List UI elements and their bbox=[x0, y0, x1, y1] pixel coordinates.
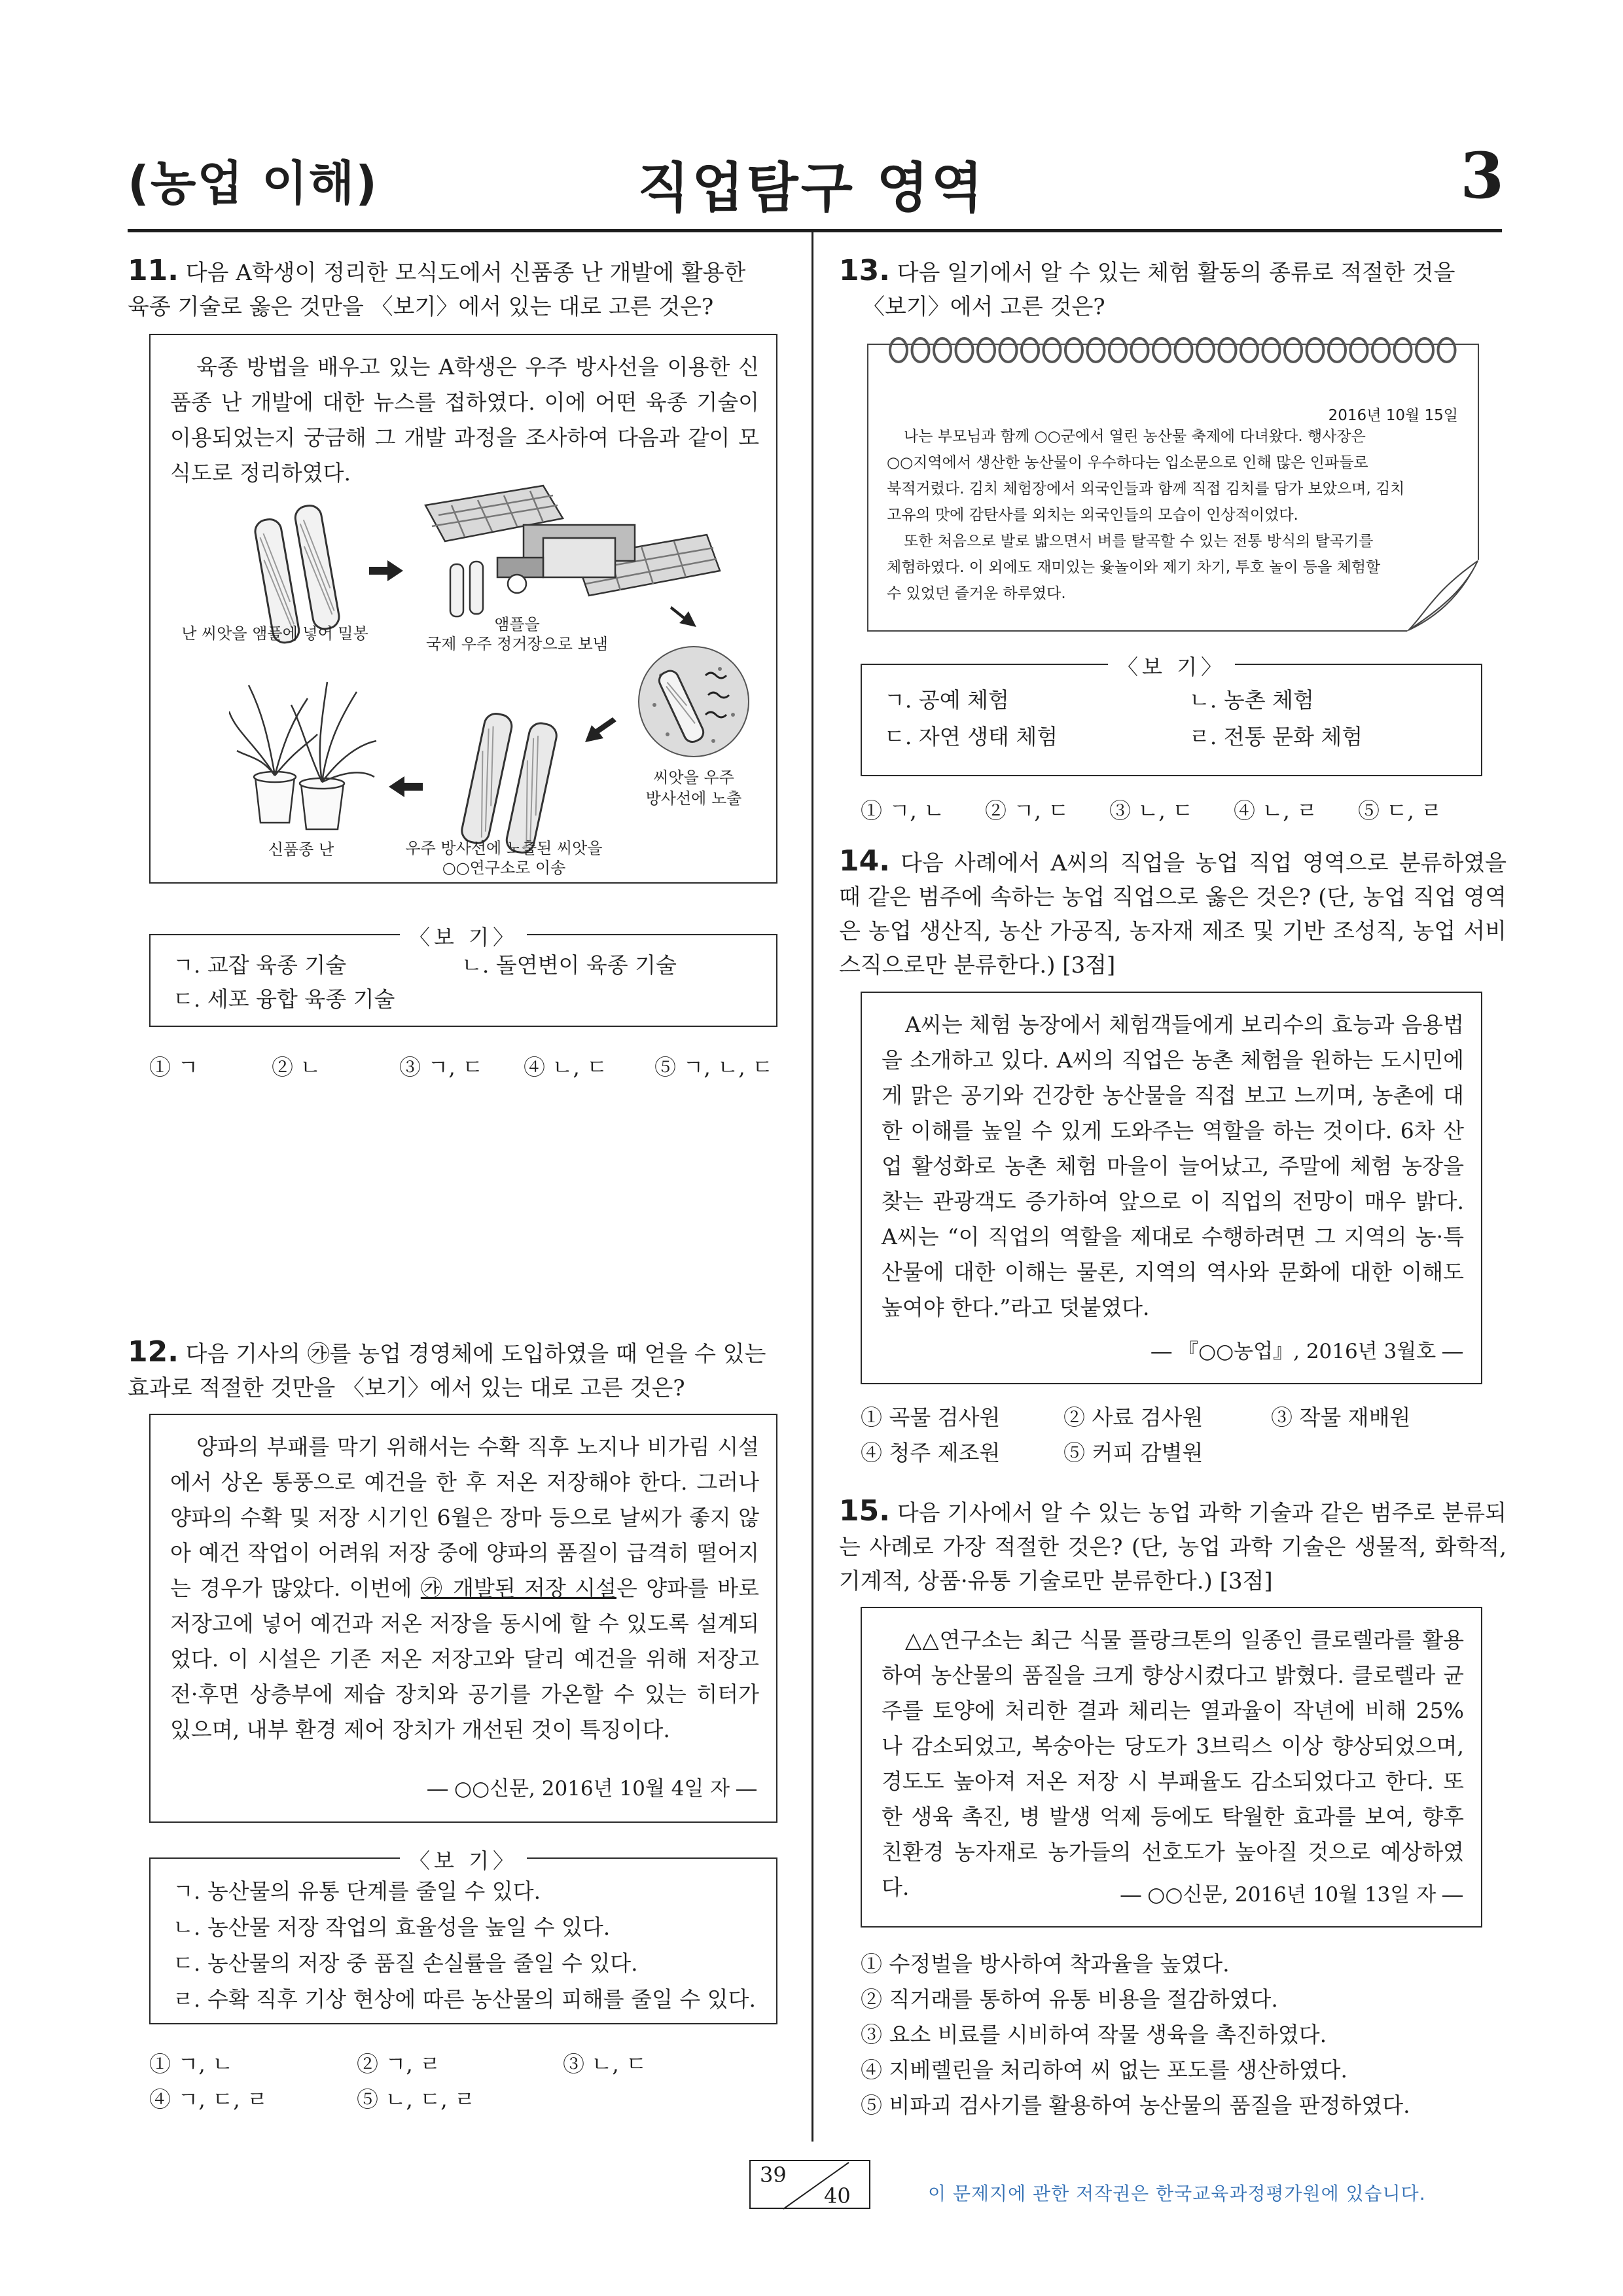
question-stem: 다음 사례에서 A씨의 직업을 농업 직업 영역으로 분류하였을 때 같은 범주에 속하는 농업 직업으로 옳은 것은? (단, 농업 직업 영역은 농업 생산직, 농산 가공직, 농자재 제조 및 기반 조성직, 농업 서비스직으로만 분류한다.) [3점] bbox=[839, 850, 1507, 978]
answer-choice[interactable]: ④ ㄴ, ㄷ bbox=[524, 1054, 608, 1080]
spiral-ring bbox=[1088, 338, 1105, 362]
article-box bbox=[149, 1414, 777, 1823]
arrow-right-icon bbox=[366, 558, 406, 584]
bogi-item: ㄱ. 교잡 육종 기술 bbox=[173, 952, 347, 978]
spiral-ring bbox=[1416, 338, 1433, 362]
spiral-ring bbox=[1241, 338, 1258, 362]
spiral-ring bbox=[1132, 338, 1149, 362]
answer-choice[interactable]: ① ㄱ, ㄴ bbox=[861, 798, 945, 823]
question-stem: 〈보기〉에서 고른 것은? bbox=[863, 294, 1105, 320]
caption-move-2: ○○연구소로 이송 bbox=[442, 859, 566, 877]
answer-choice[interactable]: ① ㄱ bbox=[149, 1054, 199, 1080]
question-stem: 다음 기사에서 알 수 있는 농업 과학 기술과 같은 범주로 분류되는 사례로 가장 적절한 것은? (단, 농업 과학 기술은 생물적, 화학적, 기계적, 상품·유통 기술로만 분류한다.) [3점] bbox=[839, 1500, 1507, 1594]
spiral-ring bbox=[912, 338, 929, 362]
column-divider bbox=[812, 230, 813, 2142]
question-12 bbox=[128, 1335, 789, 1405]
caption-seal: 난 씨앗을 앰플에 넣어 밀봉 bbox=[181, 624, 368, 643]
bogi-item: ㄱ. 농산물의 유통 단계를 줄일 수 있다. bbox=[173, 1878, 541, 1904]
article-source: ― ○○신문, 2016년 10월 4일 자 ― bbox=[427, 1777, 757, 1801]
bogi-item: ㄱ. 공예 체험 bbox=[884, 687, 1009, 713]
bogi-item: ㄷ. 자연 생태 체험 bbox=[884, 724, 1058, 749]
answer-choice[interactable]: ⑤ ㄱ, ㄴ, ㄷ bbox=[654, 1054, 774, 1080]
answer-choice[interactable]: ④ 지베렐린을 처리하여 씨 없는 포도를 생산하였다. bbox=[861, 2057, 1347, 2083]
passage-text: A씨는 체험 농장에서 체험객들에게 보리수의 효능과 음용법을 소개하고 있다. A씨의 직업은 농촌 체험을 원하는 도시민에게 맑은 공기와 건강한 농산물을 직접 보고 느끼며, 농촌에 대한 이해를 높일 수 있게 도와주는 역할을 하는 것이다. 6차 산업 활성화로 농촌 체험 마을이 늘어났고, 주말에 체험 농장을 찾는 관광객도 증가하여 앞으로 이 직업의 전망이 매우 밝다. A씨는 “이 직업의 역할을 제대로 수행하려면 그 지역의 농·특산물에 대한 이해는 물론, 지역의 역사와 문화에 대한 이해도 높여야 한다.”라고 덧붙였다. bbox=[882, 1012, 1464, 1320]
answer-choice[interactable]: ① ㄱ, ㄴ bbox=[149, 2051, 234, 2077]
passage-text: 육종 방법을 배우고 있는 A학생은 우주 방사선을 이용한 신품종 난 개발에 대한 뉴스를 접하였다. 이에 어떤 육종 기술이 이용되었는지 궁금해 그 개발 과정을 조사하여 다음과 같이 모식도로 정리하였다. bbox=[170, 354, 759, 486]
caption-move-1: 우주 방사선에 노출된 씨앗을 bbox=[405, 839, 603, 857]
bogi-item: ㄷ. 세포 융합 육종 기술 bbox=[173, 986, 395, 1012]
case-box bbox=[861, 992, 1482, 1384]
answer-choice[interactable]: ② 사료 검사원 bbox=[1063, 1405, 1204, 1430]
question-stem: 효과로 적절한 것만을 〈보기〉에서 있는 대로 고른 것은? bbox=[128, 1375, 685, 1401]
bogi-label: 〈보 기〉 bbox=[400, 1848, 527, 1873]
article-source: ― ○○신문, 2016년 10월 13일 자 ― bbox=[1120, 1883, 1463, 1907]
orchid-illustration bbox=[229, 672, 380, 836]
answer-choice[interactable]: ④ ㄴ, ㄹ bbox=[1234, 798, 1318, 823]
spiral-ring bbox=[1438, 338, 1455, 362]
spiral-ring bbox=[1000, 338, 1017, 362]
subject-label: (농업 이해) bbox=[128, 156, 379, 211]
spiral-ring bbox=[1022, 338, 1039, 362]
passage-text: 양파의 부패를 막기 위해서는 수확 직후 노지나 비가림 시설에서 상온 통풍으로 예건을 한 후 저온 저장해야 한다. 그러나 양파의 수확 및 저장 시기인 6월은 장마 등으로 날씨가 좋지 않아 예건 작업이 어려워 저장 중에 양파의 품질이 급격히 떨어지는 경우가 많았다. 이번에 ㉮ 개발된 저장 시설은 양파를 바로 저장고에 넣어 예건과 저온 저장을 동시에 할 수 있도록 설계되었다. 이 시설은 기존 저온 저장고와 달리 예건을 위해 저장고 전·후면 상층부에 제습 장치와 공기를 가온할 수 있는 히터가 있으며, 내부 환경 제어 장치가 개선된 것이 특징이다. bbox=[170, 1434, 759, 1742]
article-box bbox=[861, 1607, 1482, 1928]
diagram-box bbox=[149, 334, 777, 884]
answer-choice[interactable]: ③ ㄴ, ㄷ bbox=[563, 2051, 647, 2077]
diary-date: 2016년 10월 15일 bbox=[1328, 407, 1458, 424]
spiral-ring bbox=[934, 338, 951, 362]
spiral-ring bbox=[1395, 338, 1412, 362]
question-number: 15. bbox=[839, 1494, 890, 1528]
answer-choice[interactable]: ⑤ ㄷ, ㄹ bbox=[1358, 798, 1442, 823]
ampoule-small-illustration bbox=[445, 558, 491, 623]
spiral-ring bbox=[1153, 338, 1170, 362]
diary-text: 나는 부모님과 함께 ○○군에서 열린 농산물 축제에 다녀왔다. 행사장은 ○○지역에서 생산한 농산물이 우수하다는 입소문으로 인해 많은 인파들로 북적거렸다. 김치 체험장에서 외국인들과 함께 직접 김치를 담가 보았으며, 김치 고유의 맛에 감탄사를 외치는 외국인들의 모습이 인상적이었다. 또한 처음으로 발로 밟으면서 벼를 탈곡할 수 있는 전통 방식의 탈곡기를 체험하였다. 이 외에도 재미있는 윷놀이와 제기 차기, 투호 놀이 등을 체험할 수 있었던 즐거운 하루였다. bbox=[887, 428, 1405, 602]
answer-choice[interactable]: ⑤ ㄴ, ㄷ, ㄹ bbox=[357, 2087, 476, 2112]
question-stem: 다음 일기에서 알 수 있는 체험 활동의 종류로 적절한 것을 bbox=[897, 260, 1455, 286]
spiral-ring bbox=[1351, 338, 1368, 362]
caption-ampoule-2: 국제 우주 정거장으로 보냄 bbox=[426, 635, 608, 653]
answer-choice[interactable]: ② ㄴ bbox=[272, 1054, 321, 1080]
copyright-notice: 이 문제지에 관한 저작권은 한국교육과정평가원에 있습니다. bbox=[928, 2183, 1426, 2204]
passage-text: △△연구소는 최근 식물 플랑크톤의 일종인 클로렐라를 활용하여 농산물의 품질을 크게 향상시켰다고 밝혔다. 클로렐라 균주를 토양에 처리한 결과 체리는 열과율이 작년에 비해 25%나 감소되었고, 복숭아는 당도가 3브릭스 이상 향상되었으며, 경도도 높아져 저온 저장 시 부패율도 감소되었다고 한다. 또한 생육 촉진, 병 발생 억제 등에도 탁월한 효과를 보여, 향후 친환경 농자재로 농가들의 선호도가 높아질 것으로 예상하였다. bbox=[882, 1627, 1464, 1900]
answer-choice[interactable]: ④ ㄱ, ㄷ, ㄹ bbox=[149, 2087, 268, 2112]
spiral-ring bbox=[1307, 338, 1324, 362]
question-stem: 다음 A학생이 정리한 모식도에서 신품종 난 개발에 활용한 bbox=[185, 260, 746, 286]
answer-choice[interactable]: ⑤ 비파괴 검사기를 활용하여 농산물의 품질을 판정하였다. bbox=[861, 2092, 1410, 2118]
answer-choice[interactable]: ④ 청주 제조원 bbox=[861, 1440, 1001, 1465]
answer-choice[interactable]: ② ㄱ, ㄷ bbox=[985, 798, 1069, 823]
bogi-box bbox=[861, 655, 1482, 776]
question-stem: 육종 기술로 옳은 것만을 〈보기〉에서 있는 대로 고른 것은? bbox=[128, 294, 714, 320]
diary-card bbox=[867, 344, 1479, 632]
answer-choice[interactable]: ② 직거래를 통하여 유통 비용을 절감하였다. bbox=[861, 1986, 1278, 2012]
arrow-down-icon bbox=[668, 597, 700, 630]
question-number: 11. bbox=[128, 254, 179, 287]
question-11 bbox=[128, 254, 789, 324]
answer-choice[interactable]: ③ 작물 재배원 bbox=[1271, 1405, 1411, 1430]
spiral-binding-icon bbox=[888, 336, 1461, 365]
spiral-ring bbox=[978, 338, 995, 362]
spiral-ring bbox=[956, 338, 973, 362]
page-number: 3 bbox=[1460, 139, 1504, 213]
bogi-box bbox=[149, 925, 777, 1027]
question-stem: 다음 기사의 ㉮를 농업 경영체에 도입하였을 때 얻을 수 있는 bbox=[185, 1341, 766, 1367]
question-13 bbox=[839, 254, 1507, 324]
arrow-left-down-icon bbox=[582, 715, 619, 746]
bogi-box bbox=[149, 1848, 777, 2024]
spiral-ring bbox=[1263, 338, 1280, 362]
question-14 bbox=[839, 844, 1507, 982]
spiral-ring bbox=[1285, 338, 1302, 362]
spiral-ring bbox=[1197, 338, 1214, 362]
bogi-label: 〈보 기〉 bbox=[1108, 655, 1235, 679]
spiral-ring bbox=[1175, 338, 1192, 362]
question-number: 12. bbox=[128, 1335, 179, 1369]
spiral-ring bbox=[890, 338, 907, 362]
answer-choice[interactable]: ③ 요소 비료를 시비하여 작물 생육을 촉진하였다. bbox=[861, 2022, 1327, 2047]
answer-choice[interactable]: ③ ㄴ, ㄷ bbox=[1109, 798, 1194, 823]
spiral-ring bbox=[1219, 338, 1236, 362]
spiral-ring bbox=[1329, 338, 1346, 362]
spiral-ring bbox=[1065, 338, 1082, 362]
answer-choice[interactable]: ① 곡물 검사원 bbox=[861, 1405, 1001, 1430]
page-curl-icon bbox=[1407, 560, 1479, 632]
bogi-item: ㄹ. 전통 문화 체험 bbox=[1189, 724, 1363, 749]
answer-choice[interactable]: ② ㄱ, ㄹ bbox=[357, 2051, 441, 2077]
bogi-item: ㄴ. 농촌 체험 bbox=[1189, 687, 1314, 713]
article-source: ― 『○○농업』, 2016년 3월호 ― bbox=[1151, 1340, 1463, 1363]
marked-phrase: ㉮ 개발된 저장 시설 bbox=[420, 1575, 616, 1601]
page-total: 40 bbox=[824, 2183, 851, 2208]
spiral-ring bbox=[1109, 338, 1126, 362]
header-rule bbox=[128, 229, 1502, 232]
arrow-left-icon bbox=[386, 774, 425, 800]
question-15 bbox=[839, 1494, 1507, 1598]
answer-choice[interactable]: ① 수정벌을 방사하여 착과율을 높였다. bbox=[861, 1951, 1230, 1977]
bogi-item: ㄷ. 농산물의 저장 중 품질 손실률을 줄일 수 있다. bbox=[173, 1950, 638, 1976]
bogi-item: ㄴ. 농산물 저장 작업의 효율성을 높일 수 있다. bbox=[173, 1914, 611, 1940]
page-counter bbox=[749, 2160, 870, 2209]
answer-choice[interactable]: ③ ㄱ, ㄷ bbox=[399, 1054, 484, 1080]
caption-expose-1: 씨앗을 우주 bbox=[653, 768, 734, 787]
question-number: 13. bbox=[839, 254, 890, 287]
question-number: 14. bbox=[839, 844, 890, 878]
caption-expose-2: 방사선에 노출 bbox=[645, 789, 742, 808]
page-title: 직업탐구 영역 bbox=[637, 157, 986, 219]
bogi-item: ㄹ. 수확 직후 기상 현상에 따른 농산물의 피해를 줄일 수 있다. bbox=[173, 1986, 756, 2012]
caption-ampoule-1: 앰플을 bbox=[494, 615, 540, 634]
bogi-label: 〈보 기〉 bbox=[400, 925, 527, 950]
spiral-ring bbox=[1372, 338, 1389, 362]
page-current: 39 bbox=[760, 2162, 787, 2187]
bogi-item: ㄴ. 돌연변이 육종 기술 bbox=[461, 952, 677, 978]
radiation-exposure-illustration bbox=[635, 643, 753, 761]
answer-choice[interactable]: ⑤ 커피 감별원 bbox=[1063, 1440, 1204, 1465]
spiral-ring bbox=[1044, 338, 1061, 362]
caption-new-variety: 신품종 난 bbox=[268, 840, 334, 859]
